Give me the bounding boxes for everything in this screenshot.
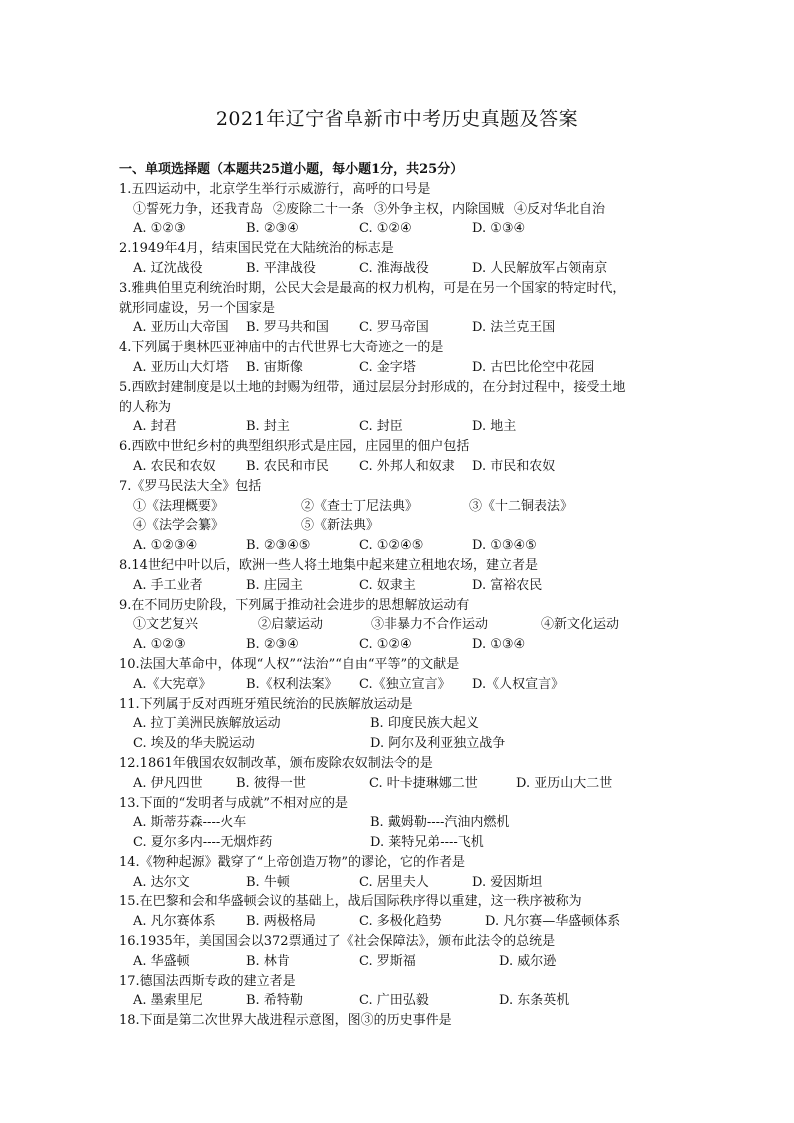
question-8-stem: 8.14世纪中叶以后，欧洲一些人将土地集中起来建立租地农场，建立者是 bbox=[119, 557, 538, 573]
question-5-stem-cont: 的人称为 bbox=[119, 399, 172, 415]
option: C. 金字塔 bbox=[359, 359, 416, 375]
option: C. 广田弘毅 bbox=[359, 993, 429, 1009]
option: A. 农民和农奴 bbox=[133, 458, 216, 474]
question-8-options bbox=[119, 576, 679, 596]
question-16-options bbox=[119, 952, 679, 972]
question-16-stem: 16.1935年，美国国会以372票通过了《社会保障法》，颁布此法令的总统是 bbox=[119, 934, 556, 950]
statement: ②废除二十一条 bbox=[273, 201, 365, 217]
option: A. ①②③④ bbox=[133, 538, 198, 554]
question-14-options bbox=[119, 873, 679, 893]
option: B. ②③④ bbox=[246, 221, 299, 237]
option: B. ②③④⑤ bbox=[246, 538, 311, 554]
option: A. 辽沈战役 bbox=[133, 260, 203, 276]
question-17-stem: 17.德国法西斯专政的建立者是 bbox=[119, 973, 296, 989]
option: A. 华盛顿 bbox=[133, 953, 190, 969]
question-1-options bbox=[119, 219, 679, 239]
statement: ③非暴力不合作运动 bbox=[371, 617, 489, 633]
option: D. 法兰克王国 bbox=[472, 320, 556, 336]
option: C.《独立宣言》 bbox=[359, 676, 451, 692]
option: B. 平津战役 bbox=[246, 260, 316, 276]
option: D. ①③④ bbox=[472, 637, 526, 653]
question-13-options-row2 bbox=[119, 833, 679, 853]
question-13-stem: 13.下面的“发明者与成就”不相对应的是 bbox=[119, 795, 348, 811]
option: C. 外邦人和奴隶 bbox=[359, 458, 455, 474]
question-1-stem: 1.五四运动中，北京学生举行示威游行，高呼的口号是 bbox=[119, 181, 431, 197]
section-heading: 一、单项选择题（本题共25道小题，每小题1分，共25分） bbox=[119, 162, 464, 177]
option: B. 两极格局 bbox=[246, 914, 316, 930]
question-4-stem: 4.下列属于奥林匹亚神庙中的古代世界七大奇迹之一的是 bbox=[119, 340, 444, 356]
option: B. 宙斯像 bbox=[246, 359, 303, 375]
option: A. 拉丁美洲民族解放运动 bbox=[133, 716, 281, 732]
option: D. 威尔逊 bbox=[499, 953, 557, 969]
statement: ②启蒙运动 bbox=[258, 617, 324, 633]
question-7-statements-row1 bbox=[119, 497, 679, 517]
option: D. 凡尔赛—华盛顿体系 bbox=[485, 914, 621, 930]
option: D. 爱因斯坦 bbox=[472, 874, 543, 890]
page-title: 2021年辽宁省阜新市中考历史真题及答案 bbox=[215, 108, 579, 130]
question-17-options bbox=[119, 991, 679, 1011]
question-6-options bbox=[119, 457, 679, 477]
option: D. ①③④⑤ bbox=[472, 538, 537, 554]
statement: ⑤《新法典》 bbox=[301, 518, 380, 534]
option: D. 地主 bbox=[472, 419, 517, 435]
option: C. 淮海战役 bbox=[359, 260, 429, 276]
option: C. 奴隶主 bbox=[359, 577, 416, 593]
question-10-options bbox=[119, 675, 679, 695]
question-18-stem: 18.下面是第二次世界大战进程示意图，图③的历史事件是 bbox=[119, 1013, 452, 1029]
question-11-stem: 11.下列属于反对西班牙殖民统治的民族解放运动是 bbox=[119, 696, 413, 712]
option: C. 罗斯福 bbox=[359, 953, 416, 969]
statement: ④反对华北自治 bbox=[514, 201, 606, 217]
option: D. 富裕农民 bbox=[472, 577, 543, 593]
option: C. 罗马帝国 bbox=[359, 320, 429, 336]
question-10-stem: 10.法国大革命中，体现“人权”“法治”“自由“平等”的文献是 bbox=[119, 656, 460, 672]
option: C. 居里夫人 bbox=[359, 874, 429, 890]
question-3-stem: 3.雅典伯里克利统治时期，公民大会是最高的权力机构，可是在另一个国家的特定时代， bbox=[119, 280, 626, 296]
statement: ①文艺复兴 bbox=[133, 617, 199, 633]
question-15-stem: 15.在巴黎和会和华盛顿会议的基础上，战后国际秩序得以重建，这一秩序被称为 bbox=[119, 894, 582, 910]
option: A. ①②③ bbox=[133, 637, 186, 653]
option: C. 叶卡捷琳娜二世 bbox=[369, 775, 478, 791]
option: B. 庄园主 bbox=[246, 577, 303, 593]
option: C. 夏尔多内----无烟炸药 bbox=[133, 835, 273, 851]
option: A. 伊凡四世 bbox=[133, 775, 203, 791]
statement: ②《查士丁尼法典》 bbox=[301, 498, 419, 514]
question-2-stem: 2.1949年4月，结束国民党在大陆统治的标志是 bbox=[119, 241, 394, 257]
question-6-stem: 6.西欧中世纪乡村的典型组织形式是庄园，庄园里的佃户包括 bbox=[119, 439, 470, 455]
statement: ①誓死力争，还我青岛 bbox=[133, 201, 264, 217]
option: B. 牛顿 bbox=[246, 874, 290, 890]
question-3-stem-cont: 就形同虚设，另一个国家是 bbox=[119, 300, 276, 316]
option: D. 市民和农奴 bbox=[472, 458, 556, 474]
option: B.《权利法案》 bbox=[246, 676, 338, 692]
option: A. 亚历山大帝国 bbox=[133, 320, 229, 336]
option: A. 亚历山大灯塔 bbox=[133, 359, 229, 375]
option: C. 多极化趋势 bbox=[359, 914, 442, 930]
question-3-options bbox=[119, 318, 679, 338]
question-15-options bbox=[119, 912, 679, 932]
statement: ③《十二铜表法》 bbox=[469, 498, 574, 514]
option: A. 达尔文 bbox=[133, 874, 190, 890]
option: A. 凡尔赛体系 bbox=[133, 914, 216, 930]
question-12-stem: 12.1861年俄国农奴制改革，颁布废除农奴制法令的是 bbox=[119, 755, 433, 771]
question-5-options bbox=[119, 417, 679, 437]
statement: ③外争主权，内除国贼 bbox=[374, 201, 505, 217]
question-1-statements bbox=[119, 200, 679, 220]
option: C. 封臣 bbox=[359, 419, 403, 435]
option: C. ①②④⑤ bbox=[359, 538, 424, 554]
option: C. 埃及的华夫脱运动 bbox=[133, 736, 255, 752]
option: A. ①②③ bbox=[133, 221, 186, 237]
question-2-options bbox=[119, 259, 679, 279]
question-7-options bbox=[119, 536, 679, 556]
option: B. 印度民族大起义 bbox=[370, 716, 479, 732]
option: D.《人权宣言》 bbox=[472, 676, 565, 692]
option: D. 莱特兄弟----飞机 bbox=[370, 835, 484, 851]
option: B. 希特勒 bbox=[246, 993, 303, 1009]
question-11-options-row1 bbox=[119, 714, 679, 734]
option: A. 墨索里尼 bbox=[133, 993, 203, 1009]
question-5-stem: 5.西欧封建制度是以土地的封赐为纽带，通过层层分封形成的，在分封过程中，接受土地 bbox=[119, 379, 626, 395]
option: A.《大宪章》 bbox=[133, 676, 212, 692]
option: B. 罗马共和国 bbox=[246, 320, 329, 336]
question-9-stem: 9.在不同历史阶段，下列属于推动社会进步的思想解放运动有 bbox=[119, 597, 470, 613]
statement: ①《法理概要》 bbox=[133, 498, 225, 514]
option: A. 手工业者 bbox=[133, 577, 203, 593]
option: B. 戴姆勒----汽油内燃机 bbox=[370, 815, 510, 831]
question-12-options bbox=[119, 774, 679, 794]
option: D. ①③④ bbox=[472, 221, 526, 237]
option: B. 农民和市民 bbox=[246, 458, 329, 474]
option: B. 封主 bbox=[246, 419, 290, 435]
question-7-stem: 7.《罗马民法大全》包括 bbox=[119, 478, 262, 494]
option: C. ①②④ bbox=[359, 637, 412, 653]
option: D. 亚历山大二世 bbox=[516, 775, 613, 791]
option: D. 古巴比伦空中花园 bbox=[472, 359, 595, 375]
option: B. ②③④ bbox=[246, 637, 299, 653]
option: D. 东条英机 bbox=[499, 993, 570, 1009]
option: C. ①②④ bbox=[359, 221, 412, 237]
option: B. 彼得一世 bbox=[236, 775, 306, 791]
question-9-statements bbox=[119, 615, 679, 635]
question-14-stem: 14.《物种起源》戳穿了“上帝创造万物”的谬论，它的作者是 bbox=[119, 854, 465, 870]
question-9-options bbox=[119, 635, 679, 655]
question-7-statements-row2 bbox=[119, 516, 679, 536]
question-11-options-row2 bbox=[119, 734, 679, 754]
question-13-options-row1 bbox=[119, 813, 679, 833]
question-4-options bbox=[119, 358, 679, 378]
exam-content bbox=[119, 160, 679, 1031]
option: B. 林肯 bbox=[246, 953, 290, 969]
statement: ④新文化运动 bbox=[541, 617, 620, 633]
option: A. 斯蒂芬森----火车 bbox=[133, 815, 247, 831]
option: D. 阿尔及利亚独立战争 bbox=[370, 736, 506, 752]
option: A. 封君 bbox=[133, 419, 177, 435]
statement: ④《法学会纂》 bbox=[133, 518, 225, 534]
option: D. 人民解放军占领南京 bbox=[472, 260, 608, 276]
